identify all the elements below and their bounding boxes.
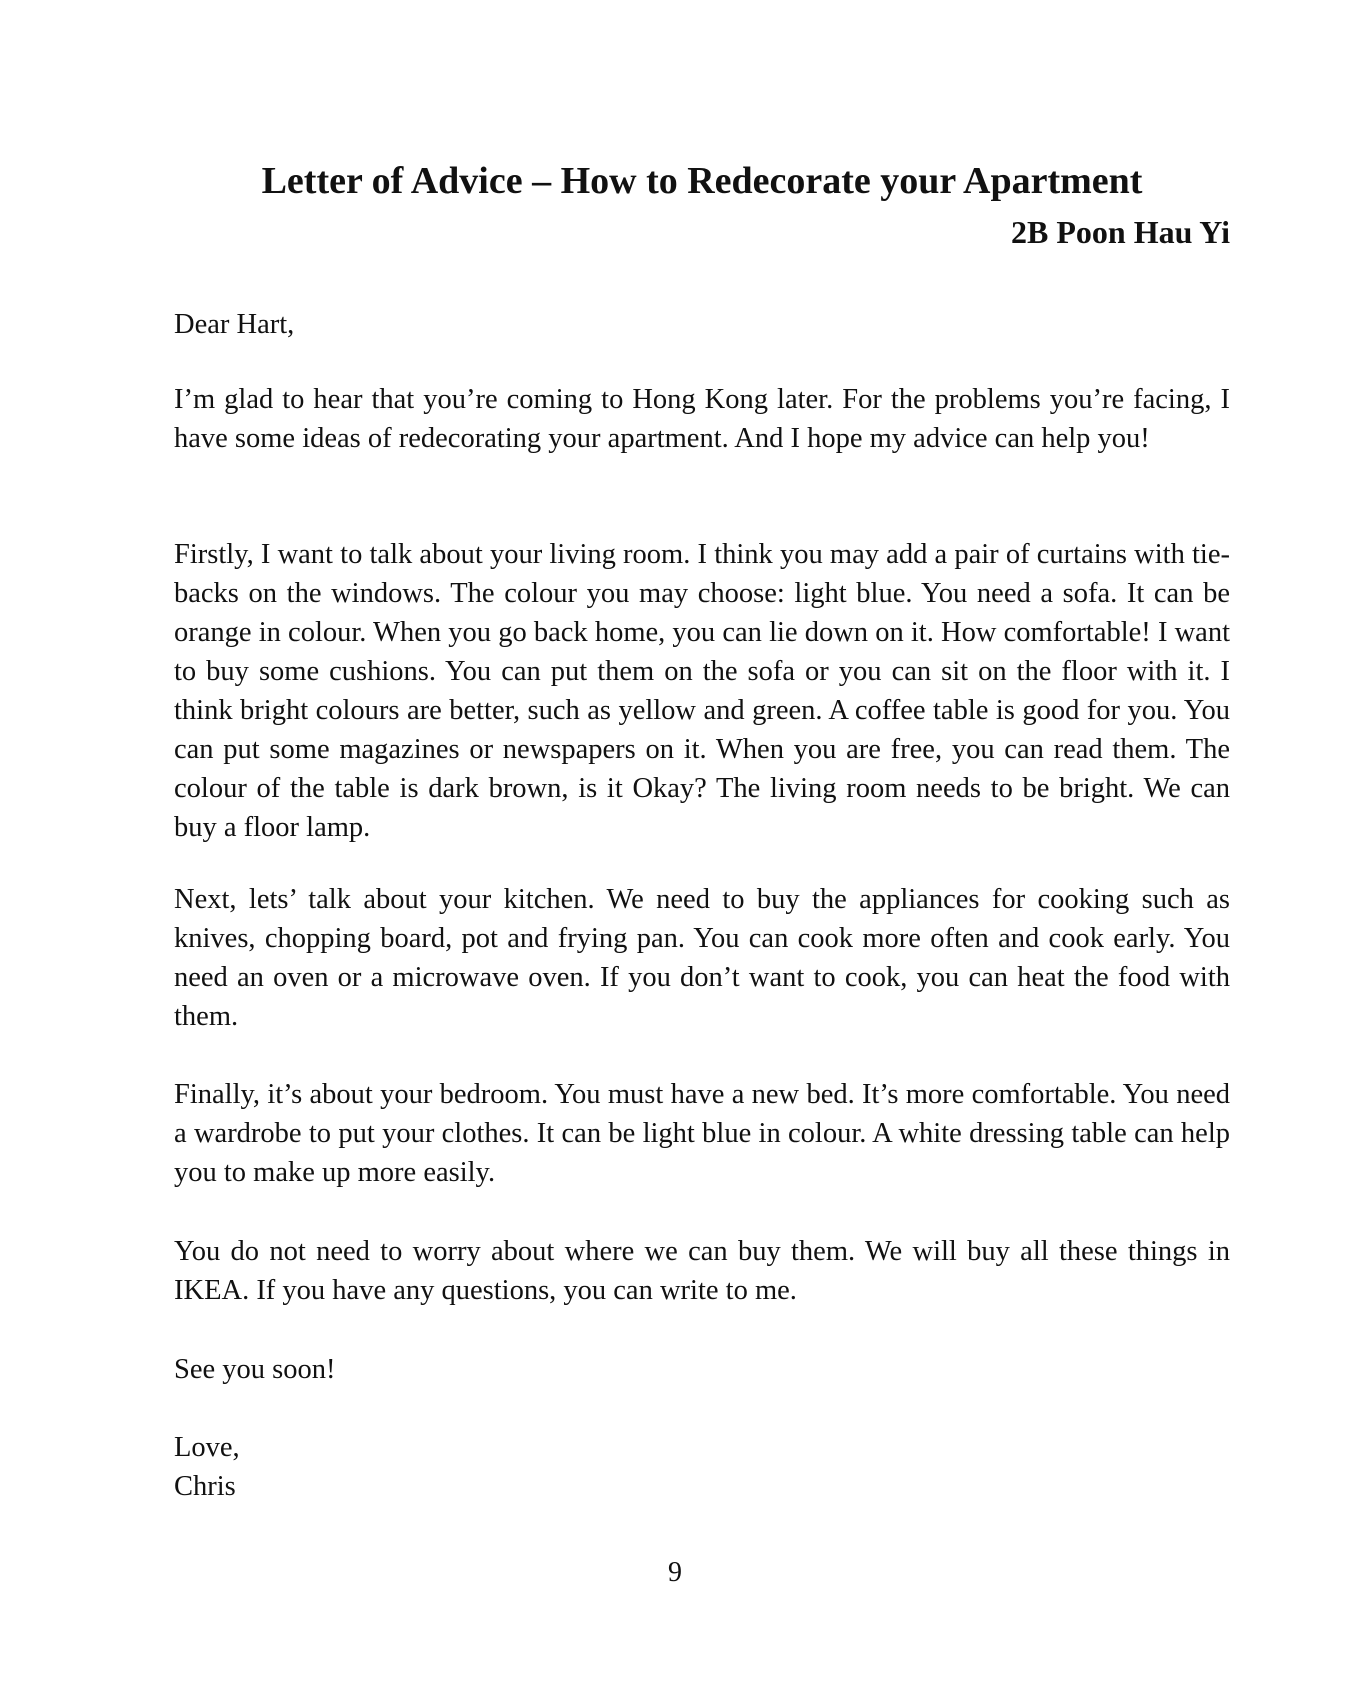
paragraph-shopping: You do not need to worry about where we can buy them. We will buy all these things in IKEA. If you have any questions, you can write to me.: [174, 1236, 1230, 1306]
closing: Love,: [174, 1432, 240, 1463]
salutation: Dear Hart,: [174, 309, 295, 340]
paragraph-kitchen: Next, lets’ talk about your kitchen. We need to buy the appliances for cooking such as knives, chopping board, pot and frying pan. You can cook more often and cook early. You need an oven or a microwave oven. If you don’t want to cook, you can heat the food with them.: [174, 884, 1230, 1032]
document-title: Letter of Advice – How to Redecorate your Apartment: [261, 160, 1143, 202]
paragraph-living-room: Firstly, I want to talk about your living room. I think you may add a pair of curtains with tie-backs on the windows. The colour you may choose: light blue. You need a sofa. It can be orange in colour. When you go back home, you can lie down on it. How comfortable! I want to buy some cushions. You can put them on the sofa or you can sit on the floor with it. I think bright colours are better, such as yellow and green. A coffee table is good for you. You can put some magazines or newspapers on it. When you are free, you can read them. The colour of the table is dark brown, is it Okay? The living room needs to be bright. We can buy a floor lamp.: [174, 539, 1230, 843]
paragraph-bedroom: Finally, it’s about your bedroom. You must have a new bed. It’s more comfortable. You need a wardrobe to put your clothes. It can be light blue in colour. A white dressing table can help you to make up more easily.: [174, 1079, 1230, 1188]
closing-block: [174, 1428, 1230, 1506]
author-line: 2B Poon Hau Yi: [1011, 214, 1230, 250]
page-number: 9: [668, 1557, 682, 1588]
signature: Chris: [174, 1471, 236, 1502]
farewell: See you soon!: [174, 1354, 336, 1385]
paragraph-intro: I’m glad to hear that you’re coming to Hong Kong later. For the problems you’re facing, I have some ideas of redecorating your apartment. And I hope my advice can help you!: [174, 384, 1230, 454]
